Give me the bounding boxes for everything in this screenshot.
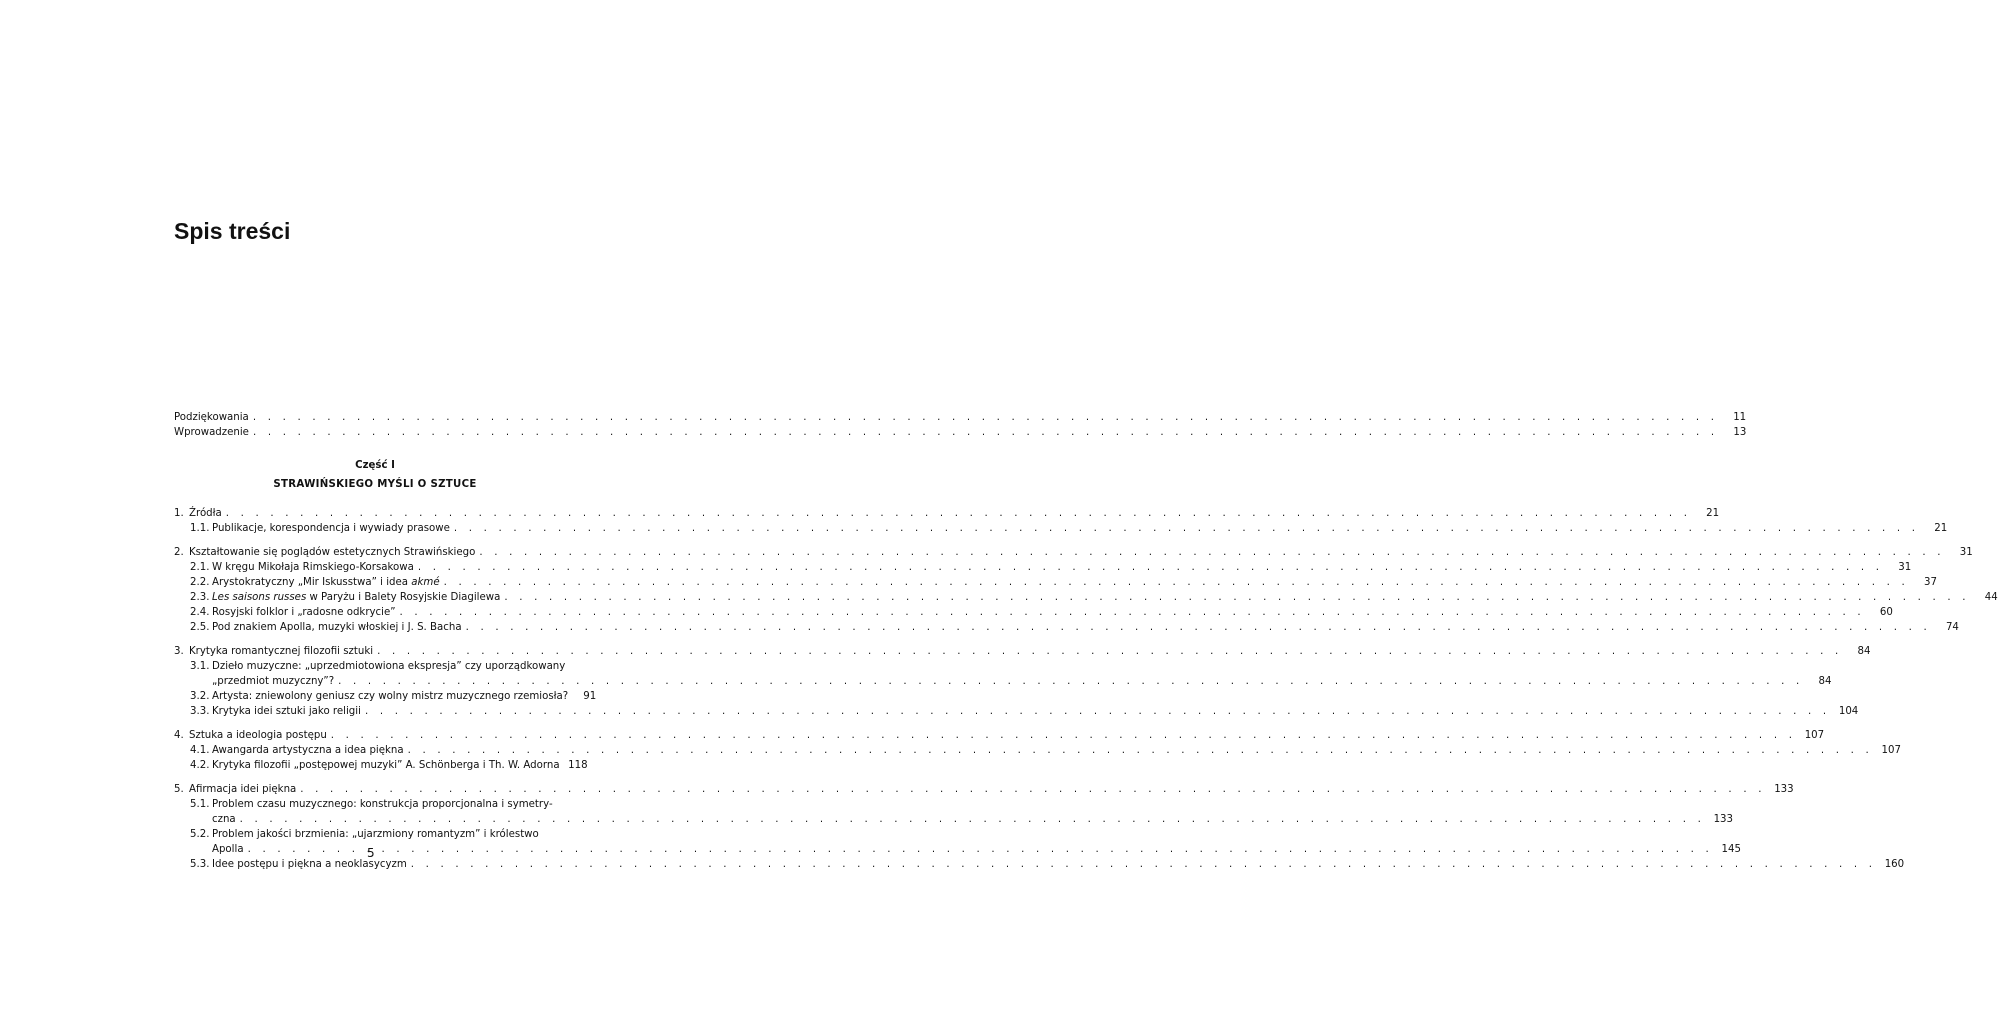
- leader-dots: [373, 644, 1842, 659]
- page-number: 5: [367, 846, 375, 860]
- toc-chapter-5[interactable]: [174, 782, 1794, 797]
- toc-section-2-2[interactable]: [174, 575, 1937, 590]
- toc-section-5-1[interactable]: [174, 797, 576, 812]
- toc-label-continued: czna: [212, 814, 236, 825]
- toc-label: Idee postępu i piękna a neoklasycyzm: [212, 859, 407, 870]
- leader-dots: [249, 410, 1718, 425]
- toc-section-3-2[interactable]: [174, 689, 597, 704]
- leader-dots: [249, 425, 1718, 440]
- toc-label: Problem czasu muzycznego: konstrukcja proporcjonalna i symetry-: [212, 799, 553, 810]
- leader-dots: [396, 605, 1865, 620]
- toc-section-2-4[interactable]: [174, 605, 1893, 620]
- toc-section-4-1[interactable]: [174, 743, 1901, 758]
- toc-entry-acknowledgements[interactable]: [174, 410, 1747, 425]
- toc-number: 2.1.: [190, 562, 210, 573]
- toc-label: [212, 575, 440, 590]
- toc-page: 44: [1984, 592, 1998, 603]
- toc-section-3-1[interactable]: [174, 659, 576, 674]
- toc-number: 5.2.: [190, 829, 210, 840]
- toc-number: 2.5.: [190, 622, 210, 633]
- toc-page: 133: [1774, 784, 1794, 795]
- toc-page: 133: [1713, 814, 1734, 825]
- leader-dots: [475, 545, 1944, 560]
- toc-label: [212, 590, 500, 605]
- toc-page: 37: [1923, 577, 1937, 588]
- leader-dots: [327, 728, 1796, 743]
- toc-section-5-1-continued[interactable]: [174, 812, 1734, 827]
- toc-section-2-1[interactable]: [174, 560, 1912, 575]
- toc-number: 2.2.: [190, 577, 210, 588]
- leader-dots: [500, 590, 1969, 605]
- leader-dots: [404, 743, 1873, 758]
- toc-section-2-5[interactable]: [174, 620, 1959, 635]
- toc-number: 3.1.: [190, 661, 210, 672]
- toc-number: 2.: [174, 547, 184, 558]
- toc-label: Problem jakości brzmienia: „ujarzmiony romantyzm” i królestwo: [212, 829, 539, 840]
- toc-label: Kształtowanie się poglądów estetycznych Strawińskiego: [189, 547, 476, 558]
- toc-section-5-2-continued[interactable]: [174, 842, 1741, 857]
- leader-dots: [414, 560, 1883, 575]
- toc-label-text: w Paryżu i Balety Rosyjskie Diagilewa: [306, 592, 501, 603]
- toc-page: 107: [1804, 730, 1825, 741]
- toc-section-5-3[interactable]: [174, 857, 1905, 872]
- toc-label: Pod znakiem Apolla, muzyki włoskiej i J. S. Bacha: [212, 622, 462, 633]
- toc-label-continued: „przedmiot muzyczny”?: [212, 676, 335, 687]
- toc-number: 4.1.: [190, 745, 210, 756]
- toc-label: Awangarda artystyczna a idea piękna: [212, 745, 404, 756]
- toc-number: 2.3.: [190, 592, 210, 603]
- toc-number: 3.2.: [190, 691, 210, 702]
- toc-number: 4.2.: [190, 760, 210, 771]
- toc-section-3-3[interactable]: [174, 704, 1859, 719]
- leader-dots: [244, 842, 1713, 857]
- part-title: STRAWIŃSKIEGO MYŚLI O SZTUCE: [273, 479, 477, 490]
- toc-page: 60: [1879, 607, 1893, 618]
- toc-section-1-1[interactable]: [174, 521, 1948, 536]
- toc-label: Publikacje, korespondencja i wywiady prasowe: [212, 523, 450, 534]
- toc-label: Krytyka filozofii „postępowej muzyki” A. Schönberga i Th. W. Adorna: [212, 760, 560, 771]
- toc-label: Krytyka romantycznej filozofii sztuki: [189, 646, 374, 657]
- toc-number: 1.1.: [190, 523, 210, 534]
- leader-dots: [296, 782, 1765, 797]
- toc-label: Dzieło muzyczne: „uprzedmiotowiona ekspresja” czy uporządkowany: [212, 661, 566, 672]
- toc-chapter-1[interactable]: [174, 506, 1720, 521]
- leader-dots: [450, 521, 1919, 536]
- leader-dots: [222, 506, 1691, 521]
- leader-dots: [361, 704, 1830, 719]
- toc-section-4-2[interactable]: [174, 758, 588, 773]
- toc-label: Afirmacja idei piękna: [189, 784, 297, 795]
- toc-section-3-1-continued[interactable]: [174, 674, 1832, 689]
- toc-chapter-2[interactable]: [174, 545, 1973, 560]
- toc-number: 4.: [174, 730, 184, 741]
- toc-number: 5.1.: [190, 799, 210, 810]
- toc-label: Wprowadzenie: [174, 427, 249, 438]
- toc-page: 31: [1898, 562, 1912, 573]
- toc-label: Rosyjski folklor i „radosne odkrycie”: [212, 607, 396, 618]
- toc-page: 104: [1838, 706, 1859, 717]
- toc-label-italic: Les saisons russes: [212, 592, 307, 603]
- toc-page: 74: [1945, 622, 1959, 633]
- toc-label: Krytyka idei sztuki jako religii: [212, 706, 361, 717]
- toc-chapter-4[interactable]: [174, 728, 1825, 743]
- toc-label: W kręgu Mikołaja Rimskiego-Korsakowa: [212, 562, 414, 573]
- leader-dots: [462, 620, 1931, 635]
- toc-number: 1.: [174, 508, 184, 519]
- toc-page: 107: [1881, 745, 1901, 756]
- toc-label-continued: Apolla: [212, 844, 244, 855]
- toc-page: 145: [1721, 844, 1741, 855]
- leader-dots: [440, 575, 1909, 590]
- toc-page: 21: [1706, 508, 1720, 519]
- page-title: Spis treści: [174, 218, 291, 244]
- toc-page: 91: [583, 691, 597, 702]
- toc-page: 13: [1733, 427, 1747, 438]
- toc-number: 3.3.: [190, 706, 210, 717]
- toc-number: 3.: [174, 646, 184, 657]
- toc-page: 84: [1818, 676, 1832, 687]
- toc-number: 5.3.: [190, 859, 210, 870]
- part-label: Część I: [355, 460, 395, 471]
- toc-page: 31: [1959, 547, 1973, 558]
- toc-page: 160: [1884, 859, 1905, 870]
- toc-label-text: Arystokratyczny „Mir Iskusstwa” i idea: [212, 577, 412, 588]
- table-of-contents: [174, 410, 1998, 872]
- toc-label: Artysta: zniewolony geniusz czy wolny mistrz muzycznego rzemiosła?: [212, 691, 569, 702]
- toc-section-5-2[interactable]: [174, 827, 576, 842]
- toc-page: 21: [1934, 523, 1948, 534]
- toc-number: 5.: [174, 784, 184, 795]
- leader-dots: [334, 674, 1803, 689]
- toc-page: 84: [1857, 646, 1871, 657]
- leader-dots: [407, 857, 1876, 872]
- toc-page: 118: [568, 760, 588, 771]
- leader-dots: [236, 812, 1705, 827]
- toc-label: Podziękowania: [174, 412, 249, 423]
- toc-page: 11: [1733, 412, 1747, 423]
- toc-label: Źródła: [189, 508, 222, 519]
- toc-number: 2.4.: [190, 607, 210, 618]
- toc-label-italic: akmé: [411, 577, 440, 588]
- toc-section-2-3[interactable]: [174, 590, 1998, 605]
- toc-entry-introduction[interactable]: [174, 425, 1747, 440]
- toc-label: Sztuka a ideologia postępu: [189, 730, 327, 741]
- toc-chapter-3[interactable]: [174, 644, 1871, 659]
